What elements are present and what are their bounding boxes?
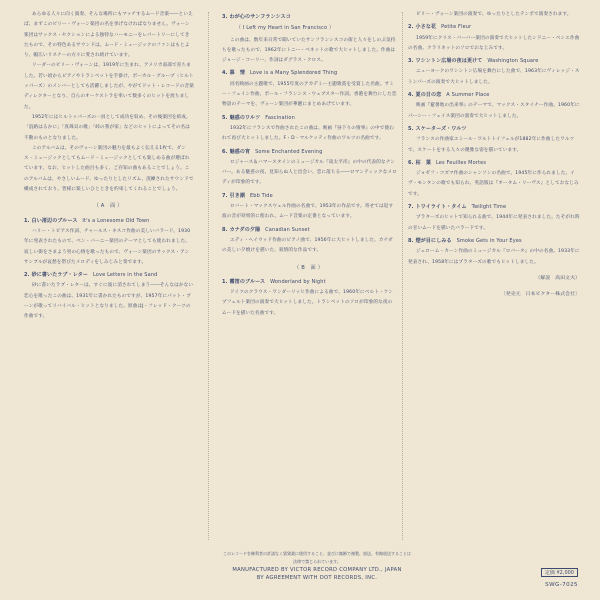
song-title: 8. 煙が目にしみる Smoke Gets in Your Eyes [408,237,522,244]
song-title: 5. 魅惑のワルツ Fascination [222,114,295,121]
column-divider [208,12,209,540]
manufacturer-line: MANUFACTURED BY VICTOR RECORD COMPANY LTD., JAPAN [232,567,402,573]
agreement-line: BY AGREEMENT WITH DOT RECORDS, INC. [256,575,378,581]
song-description: ドイツのクラウス・ワンダーリッヒ作曲による曲で、1960年にベルト・ケンプフェルト楽団の演奏で大ヒットしました。トランペットのソロが印象的な夜のムードを描いた名曲です。 [222,290,394,316]
song-title: 2. 砂に書いたラブ・レター Love Letters in the Sand [24,272,158,279]
song-description: ロバート・マックスウェル作曲の名曲で、1953年の作品です。寄せては返す波の音が効果的に使われ、ムード音楽の定番となっています。 [222,204,394,220]
song-title: 7. 引き潮 Ebb Tide [222,192,273,199]
publisher: 〔発売元 日本ビクター株式会社〕 [500,292,580,298]
column-2 [222,10,397,319]
song-description: ビリー・ヴォーン楽団の演奏で、ゆったりとしたテンポで演奏されます。 [416,12,572,17]
intro-paragraph: 1952年にはヒルトッパーズの一員として成功を収め、その後楽団を結成。「浪路はるかに」「真珠貝の歌」「峠の我が家」などのヒットによってその名は不動のものとなりました。 [24,114,191,141]
intro-paragraph: このアルバムは、そのヴォーン楽団の魅力を最もよく伝える1枚で、ダンス・ミュージックとしてもムード・ミュージックとしても楽しめる曲が選ばれています。なお、ヒットした曲目も多く、ご存知の曲もあることでしょう。このアルバムは、やさしいムード、ゆったりとしたリズム、洗練されたサウンドで構成されており、皆様に楽しいひとときを約束してくれることでしょう。 [24,145,194,193]
song-title: 4. 慕 情 Love is a Many Splendored Thing [222,70,338,77]
price-label: 定価 ¥2,000 [541,568,578,577]
intro-paragraph: あらゆる人々に向く演奏、そんな場所にもマッチするムード音楽――といえば、まずこのビリー・ヴォーン楽団の名を挙げなければなりません。ヴォーン楽団はサックス・セクションによる独特なハーモニーをレパートリーにしてきたもので、その特色あるサウンドは、ムード・ミュージックのファンはもとより、幅広いリスナーの方々に愛され続けています。 [24,12,193,59]
song-title: 3. わが心のサンフランシスコ [222,14,291,20]
song-description: ロジャース＆ハマースタインのミュージカル『南太平洋』の中の代表的なナンバー。ある魅惑の夜、見知らぬ人と出会い、恋に落ちる――ロマンティックなメロディが印象的です。 [222,159,397,186]
side-a-heading: （A 面） [93,203,125,210]
song-description: ハリー・トビアス作詞、チャールス・キスコ作曲の美しいバラード。1930年に発表されたもので、ベン・バーニー楽団のテーマとしても使われました。寂しい街をさまよう男の心情を歌ったもので、ヴォーン楽団のサックス・アンサンブルが哀愁を帯びたメロディをしみじみと奏でます。 [24,228,191,265]
notes-author: （解説 高田文夫） [535,275,580,281]
side-b-heading: （B 面） [294,264,325,271]
song-description: フランスの作曲家エミール・ワルトトイフェルが1882年に作曲したワルツで、スケートをする人々の優雅な姿を描いています。 [408,137,575,153]
song-title: 8. カナダの夕陽 Canadian Sunset [222,226,310,233]
column-divider [402,12,403,540]
song-title: 3. ワシントン広場の夜は更けて Washington Square [408,58,539,65]
catalog-number: SWG-7025 [545,582,578,588]
song-description: ジェローム・カーン作曲のミュージカル『ロバータ』の中の名曲。1933年に発表され、1958年にはプラターズの歌でもヒットしました。 [408,249,580,265]
song-description: 映画『避暑地の出来事』のテーマで、マックス・スタイナー作曲。1960年にパーシー・フェイス楽団の演奏で大ヒットしました。 [408,103,580,119]
song-description: 同名映画の主題歌で、1955年度のアカデミー主題歌賞を受賞した名曲。サミー・フェイン作曲、ポール・フランシス・ウェブスター作詞。香港を舞台にした恋物語のテーマを、ヴォーン楽団が華麗にまとめあげています。 [222,81,397,108]
song-title: 5. スケーターズ・ワルツ [408,125,467,132]
song-description: この曲は、数年来日常で聞いていたサンフランシスコの街と人々をしのぶ気持ちを歌ったもので、1962年にトニー・ベネットの歌で大ヒットしました。作曲はジョージ・コーリー、作詞はダグラス・クロス。 [222,37,396,64]
song-title: 2. 小さな花 Petite Fleur [408,24,472,31]
song-title: 1. 霧笛のブルース Wonderland by Night [222,278,326,285]
song-description: 1959年にクリス・バーバー楽団の演奏で大ヒットしたシドニー・ベシエ作曲の名曲。クラリネットのソロでおなじみです。 [408,35,580,51]
song-subtitle: （ I Left my Heart in San Francisco ） [236,25,335,32]
song-title: 6. 枯 葉 Les Feuilles Mortes [408,159,487,166]
intro-paragraph: リーダーのビリー・ヴォーンは、1919年に生まれ、アメリカ南部で育ちました。若い頃からピアノやトランペットを手掛け、ボーカル・グループ〈ヒルトッパーズ〉のメンバーとしても活躍しましたが、やがてドット・レコードの音楽ディレクターとなり、自らのオーケストラを率いて数多くのヒットを放ちました。 [24,63,194,110]
copyright-notice: このレコードを権利者の許諾なく賃貸業に使用すること、並びに無断で複製、放送、有線放送することは法律で禁じられています。 [223,551,411,564]
song-title: 4. 夏の日の恋 A Summer Place [408,92,490,99]
song-title: 1. 白い渚辺のブルース It's a Lonesome Old Town [24,217,150,224]
song-description: ニューヨークのワシントン広場を舞台にした曲で、1963年にヴィレッジ・ストンパーズの演奏で大ヒットしました。 [408,69,580,85]
song-description: ジョゼフ・コズマ作曲のシャンソンの名曲で、1945年に作られました。イヴ・モンタンの歌でも知られ、英語版は『オータム・リーヴス』としておなじみです。 [408,171,579,197]
manufacturer-footer [222,550,412,582]
column-1 [24,10,194,323]
song-description: 1932年にフランスで作曲されたこの曲は、映画『昼下りの情事』の中で使われて再び大ヒットしました。F・D・マルケッティ作曲のワルツの名曲です。 [222,125,394,142]
song-description: プラターズのヒットで知られる曲で、1944年に発表されました。たそがれ時の甘いムードを描いたバラードです。 [408,215,580,231]
song-description: エディ・ヘイウッド作曲のピアノ曲で、1956年に大ヒットしました。カナダの美しい夕焼けを描いた、叙情的な作品です。 [222,237,393,254]
song-title: 7. トワイライト・タイム Twilight Time [408,204,507,211]
column-3 [408,10,580,300]
song-description: 砂に書いたラブ・レターは、すぐに波に消されてしまう――そんなはかない恋心を歌ったこの曲は、1931年に書かれたものですが、1957年にパット・ブーンが歌ってリバイバル・ヒットとなりました。原曲はJ・フレッド・クーツの作曲です。 [24,283,194,320]
song-title: 6. 魅惑の宵 Some Enchanted Evening [222,148,323,155]
